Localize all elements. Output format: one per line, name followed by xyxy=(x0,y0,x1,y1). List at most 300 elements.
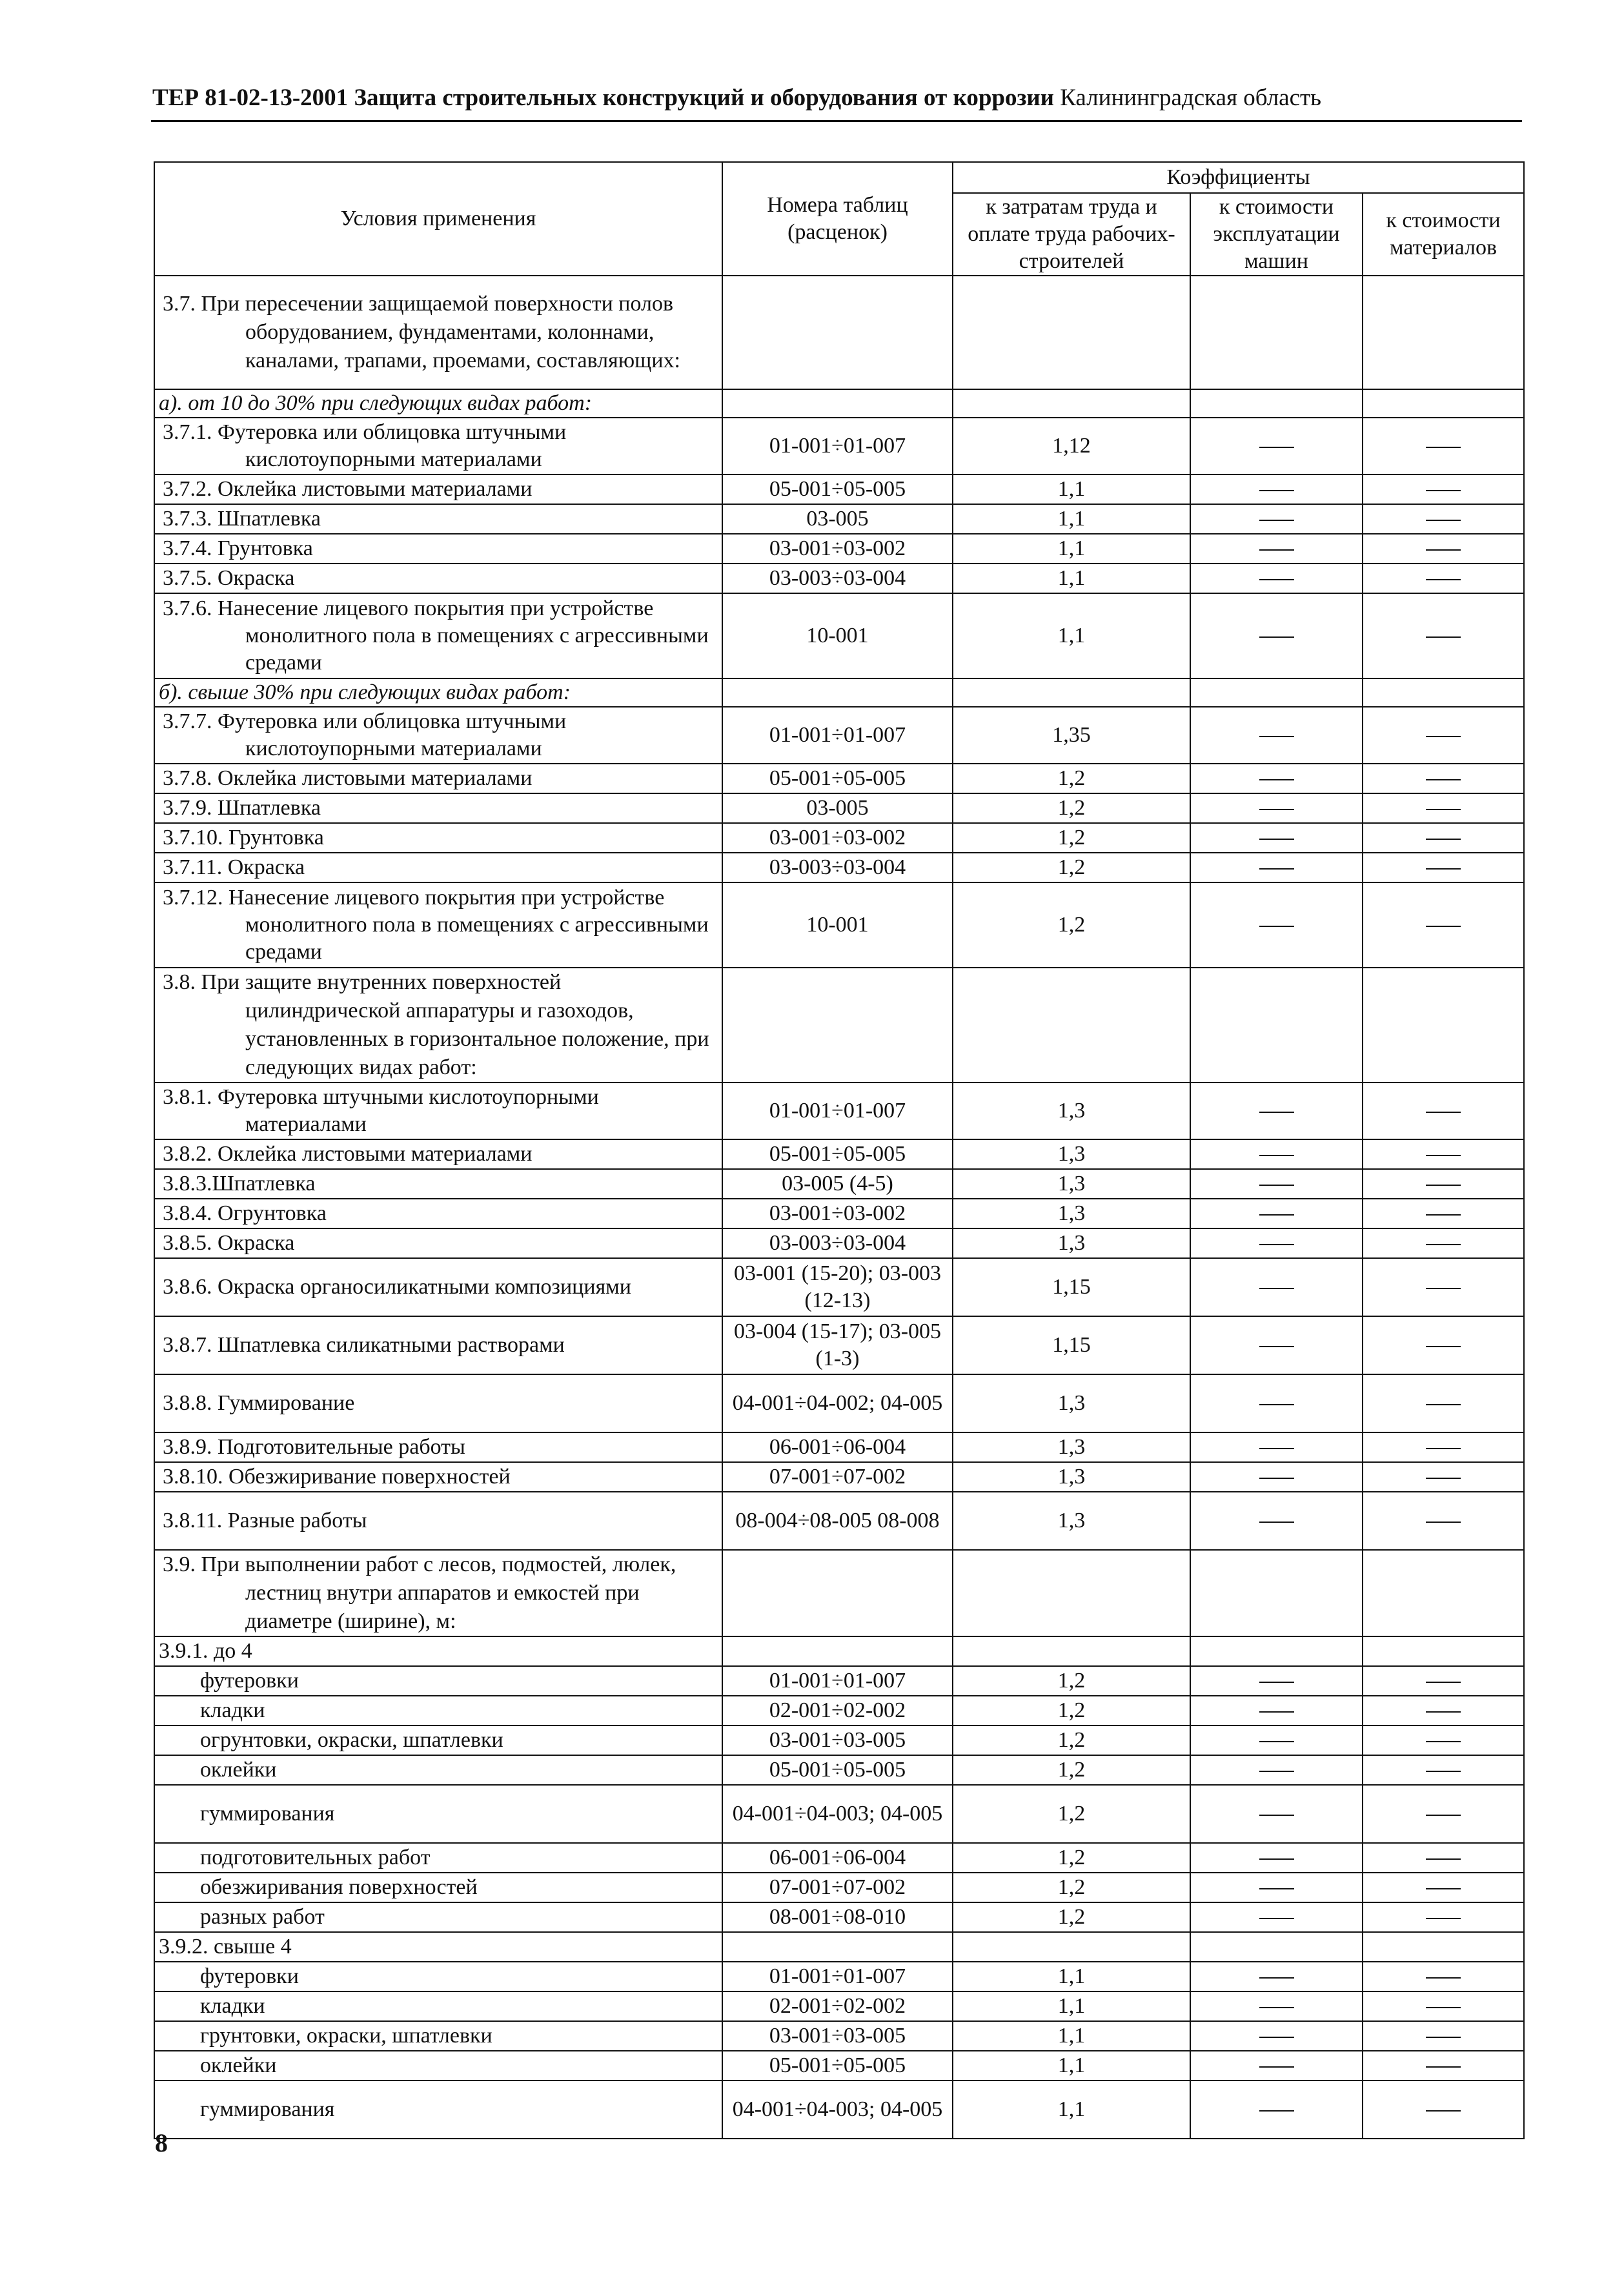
machines-dash-cell xyxy=(1190,1725,1363,1755)
machines-dash-cell xyxy=(1190,2021,1363,2051)
tables-cell: 05-001÷05-005 xyxy=(722,1139,953,1169)
machines-dash-cell xyxy=(1190,1258,1363,1316)
table-row xyxy=(154,707,1524,764)
table-section-row xyxy=(154,1636,1524,1666)
machines-dash-cell xyxy=(1190,1902,1363,1932)
tables-cell: 03-003÷03-004 xyxy=(722,853,953,882)
machines-dash-cell xyxy=(1190,1785,1363,1843)
labor-cell: 1,3 xyxy=(953,1228,1190,1258)
header-title: Защита строительных конструкций и оборудования от коррозии xyxy=(354,85,1054,111)
dash-mark xyxy=(1259,1112,1294,1113)
empty-cell xyxy=(722,1932,953,1962)
condition-cell: оклейки xyxy=(154,2051,722,2081)
condition-cell: кладки xyxy=(154,1991,722,2021)
table-row xyxy=(154,1492,1524,1550)
condition-cell: а). от 10 до 30% при следующих видах работ: xyxy=(154,389,722,418)
machines-dash-cell xyxy=(1190,793,1363,823)
dash-mark xyxy=(1426,447,1461,448)
table-section-row xyxy=(154,968,1524,1083)
labor-cell: 1,2 xyxy=(953,1873,1190,1902)
machines-dash-cell xyxy=(1190,1462,1363,1492)
condition-cell: кладки xyxy=(154,1696,722,1725)
dash-mark xyxy=(1259,579,1294,580)
page-number: 8 xyxy=(155,2128,168,2157)
dash-mark xyxy=(1426,1112,1461,1113)
dash-mark xyxy=(1259,1522,1294,1523)
labor-cell: 1,1 xyxy=(953,2051,1190,2081)
empty-cell xyxy=(953,389,1190,418)
materials-dash-cell xyxy=(1363,1316,1524,1374)
condition-cell: 3.8.5. Окраска xyxy=(154,1228,722,1258)
tables-cell: 02-001÷02-002 xyxy=(722,1991,953,2021)
tables-cell: 03-001÷03-005 xyxy=(722,1725,953,1755)
empty-cell xyxy=(1363,968,1524,1083)
labor-cell: 1,15 xyxy=(953,1258,1190,1316)
tables-cell: 01-001÷01-007 xyxy=(722,1962,953,1991)
machines-dash-cell xyxy=(1190,474,1363,504)
tables-cell: 10-001 xyxy=(722,593,953,678)
materials-dash-cell xyxy=(1363,1696,1524,1725)
condition-cell: 3.8. При защите внутренних поверхностей цилиндрической аппаратуры и газоходов, установленных в горизонтальное положение, при следующих видах работ: xyxy=(154,968,722,1083)
dash-mark xyxy=(1259,926,1294,927)
table-row xyxy=(154,1432,1524,1462)
labor-cell: 1,1 xyxy=(953,534,1190,564)
condition-cell: подготовительных работ xyxy=(154,1843,722,1873)
dash-mark xyxy=(1426,1977,1461,1979)
labor-cell: 1,2 xyxy=(953,1696,1190,1725)
col-tables-header: Номера таблиц (расценок) xyxy=(722,162,953,276)
machines-dash-cell xyxy=(1190,1083,1363,1139)
dash-mark xyxy=(1426,1711,1461,1713)
materials-dash-cell xyxy=(1363,823,1524,853)
tables-cell: 10-001 xyxy=(722,882,953,968)
dash-mark xyxy=(1259,1771,1294,1772)
table-row xyxy=(154,564,1524,593)
materials-dash-cell xyxy=(1363,1902,1524,1932)
materials-dash-cell xyxy=(1363,564,1524,593)
tables-cell: 01-001÷01-007 xyxy=(722,1666,953,1696)
dash-mark xyxy=(1259,1404,1294,1405)
dash-mark xyxy=(1426,779,1461,780)
dash-mark xyxy=(1259,779,1294,780)
dash-mark xyxy=(1259,549,1294,551)
labor-cell: 1,1 xyxy=(953,1962,1190,1991)
machines-dash-cell xyxy=(1190,853,1363,882)
labor-cell: 1,3 xyxy=(953,1462,1190,1492)
condition-cell: 3.8.7. Шпатлевка силикатными растворами xyxy=(154,1316,722,1374)
machines-dash-cell xyxy=(1190,764,1363,793)
dash-mark xyxy=(1426,1888,1461,1889)
condition-cell: 3.8.4. Огрунтовка xyxy=(154,1199,722,1228)
machines-dash-cell xyxy=(1190,882,1363,968)
tables-cell: 03-005 xyxy=(722,504,953,534)
condition-cell: оклейки xyxy=(154,1755,722,1785)
dash-mark xyxy=(1259,447,1294,448)
tables-cell: 05-001÷05-005 xyxy=(722,764,953,793)
dash-mark xyxy=(1259,2007,1294,2008)
dash-mark xyxy=(1259,1244,1294,1245)
condition-cell: 3.9.1. до 4 xyxy=(154,1636,722,1666)
materials-dash-cell xyxy=(1363,764,1524,793)
condition-cell: 3.8.1. Футеровка штучными кислотоупорными материалами xyxy=(154,1083,722,1139)
table-row xyxy=(154,1083,1524,1139)
materials-dash-cell xyxy=(1363,418,1524,474)
dash-mark xyxy=(1426,1214,1461,1216)
materials-dash-cell xyxy=(1363,2021,1524,2051)
table-row xyxy=(154,1873,1524,1902)
machines-dash-cell xyxy=(1190,593,1363,678)
dash-mark xyxy=(1259,2110,1294,2112)
table-row xyxy=(154,1199,1524,1228)
page-header xyxy=(152,84,1521,112)
dash-mark xyxy=(1426,520,1461,521)
empty-cell xyxy=(1363,678,1524,707)
condition-cell: футеровки xyxy=(154,1666,722,1696)
empty-cell xyxy=(722,678,953,707)
tables-cell: 07-001÷07-002 xyxy=(722,1873,953,1902)
condition-cell: 3.7.6. Нанесение лицевого покрытия при устройстве монолитного пола в помещениях с агрессивными средами xyxy=(154,593,722,678)
tables-cell: 03-005 xyxy=(722,793,953,823)
tables-cell: 03-001÷03-002 xyxy=(722,1199,953,1228)
empty-cell xyxy=(953,968,1190,1083)
tables-cell: 03-001÷03-005 xyxy=(722,2021,953,2051)
machines-dash-cell xyxy=(1190,564,1363,593)
table-row xyxy=(154,1843,1524,1873)
empty-cell xyxy=(1190,678,1363,707)
condition-cell: 3.9. При выполнении работ с лесов, подмостей, люлек, лестниц внутри аппаратов и емкостей при диаметре (ширине), м: xyxy=(154,1550,722,1636)
condition-cell: разных работ xyxy=(154,1902,722,1932)
col-materials-header: к стоимости материалов xyxy=(1363,193,1524,276)
dash-mark xyxy=(1426,2007,1461,2008)
tables-cell: 05-001÷05-005 xyxy=(722,1755,953,1785)
labor-cell: 1,2 xyxy=(953,853,1190,882)
table-row xyxy=(154,1696,1524,1725)
materials-dash-cell xyxy=(1363,1492,1524,1550)
dash-mark xyxy=(1426,809,1461,810)
empty-cell xyxy=(953,1636,1190,1666)
empty-cell xyxy=(1190,1932,1363,1962)
tables-cell: 07-001÷07-002 xyxy=(722,1462,953,1492)
labor-cell: 1,1 xyxy=(953,564,1190,593)
labor-cell: 1,1 xyxy=(953,593,1190,678)
condition-cell: 3.7.1. Футеровка или облицовка штучными кислотоупорными материалами xyxy=(154,418,722,474)
materials-dash-cell xyxy=(1363,1843,1524,1873)
dash-mark xyxy=(1259,1478,1294,1479)
table-row xyxy=(154,1169,1524,1199)
materials-dash-cell xyxy=(1363,853,1524,882)
condition-cell: 3.7.4. Грунтовка xyxy=(154,534,722,564)
table-row xyxy=(154,1316,1524,1374)
condition-cell: б). свыше 30% при следующих видах работ: xyxy=(154,678,722,707)
machines-dash-cell xyxy=(1190,2051,1363,2081)
dash-mark xyxy=(1259,1185,1294,1186)
condition-cell: 3.8.2. Оклейка листовыми материалами xyxy=(154,1139,722,1169)
dash-mark xyxy=(1259,1346,1294,1347)
dash-mark xyxy=(1426,1815,1461,1816)
table-body xyxy=(154,276,1524,2139)
col-labor-header: к затратам труда и оплате труда рабочих-строителей xyxy=(953,193,1190,276)
dash-mark xyxy=(1259,809,1294,810)
empty-cell xyxy=(953,276,1190,389)
table-row xyxy=(154,2081,1524,2139)
dash-mark xyxy=(1426,736,1461,737)
labor-cell: 1,3 xyxy=(953,1139,1190,1169)
table-row xyxy=(154,1755,1524,1785)
tables-cell: 01-001÷01-007 xyxy=(722,1083,953,1139)
materials-dash-cell xyxy=(1363,474,1524,504)
labor-cell: 1,1 xyxy=(953,504,1190,534)
empty-cell xyxy=(722,389,953,418)
dash-mark xyxy=(1259,520,1294,521)
table-row xyxy=(154,823,1524,853)
materials-dash-cell xyxy=(1363,593,1524,678)
machines-dash-cell xyxy=(1190,1873,1363,1902)
machines-dash-cell xyxy=(1190,1492,1363,1550)
table-row xyxy=(154,1666,1524,1696)
header-region: Калининградская область xyxy=(1060,85,1322,111)
dash-mark xyxy=(1426,1244,1461,1245)
tables-cell: 04-001÷04-003; 04-005 xyxy=(722,1785,953,1843)
condition-cell: 3.7.7. Футеровка или облицовка штучными кислотоупорными материалами xyxy=(154,707,722,764)
machines-dash-cell xyxy=(1190,1962,1363,1991)
machines-dash-cell xyxy=(1190,1991,1363,2021)
materials-dash-cell xyxy=(1363,1755,1524,1785)
dash-mark xyxy=(1426,2066,1461,2068)
dash-mark xyxy=(1259,1977,1294,1979)
machines-dash-cell xyxy=(1190,504,1363,534)
dash-mark xyxy=(1259,1741,1294,1742)
tables-cell: 05-001÷05-005 xyxy=(722,2051,953,2081)
machines-dash-cell xyxy=(1190,418,1363,474)
table-row xyxy=(154,882,1524,968)
table-row xyxy=(154,764,1524,793)
dash-mark xyxy=(1426,2110,1461,2112)
dash-mark xyxy=(1259,1288,1294,1289)
dash-mark xyxy=(1426,1918,1461,1919)
coefficients-table xyxy=(154,161,1525,2139)
materials-dash-cell xyxy=(1363,1228,1524,1258)
col-coeffs-header: Коэффициенты xyxy=(953,162,1524,193)
dash-mark xyxy=(1426,1522,1461,1523)
labor-cell: 1,35 xyxy=(953,707,1190,764)
table-row xyxy=(154,1139,1524,1169)
materials-dash-cell xyxy=(1363,1666,1524,1696)
labor-cell: 1,1 xyxy=(953,2081,1190,2139)
condition-cell: 3.7.9. Шпатлевка xyxy=(154,793,722,823)
empty-cell xyxy=(953,1550,1190,1636)
dash-mark xyxy=(1259,1155,1294,1156)
condition-cell: 3.7.10. Грунтовка xyxy=(154,823,722,853)
dash-mark xyxy=(1259,868,1294,870)
materials-dash-cell xyxy=(1363,1873,1524,1902)
table-row xyxy=(154,1902,1524,1932)
machines-dash-cell xyxy=(1190,1228,1363,1258)
table-row xyxy=(154,1374,1524,1432)
tables-cell: 03-001÷03-002 xyxy=(722,823,953,853)
dash-mark xyxy=(1259,1448,1294,1449)
materials-dash-cell xyxy=(1363,882,1524,968)
materials-dash-cell xyxy=(1363,707,1524,764)
materials-dash-cell xyxy=(1363,1725,1524,1755)
condition-cell: 3.7.12. Нанесение лицевого покрытия при устройстве монолитного пола в помещениях с агрессивными средами xyxy=(154,882,722,968)
condition-cell: 3.7.5. Окраска xyxy=(154,564,722,593)
materials-dash-cell xyxy=(1363,1258,1524,1316)
tables-cell: 04-001÷04-003; 04-005 xyxy=(722,2081,953,2139)
table-section-row xyxy=(154,1550,1524,1636)
materials-dash-cell xyxy=(1363,1199,1524,1228)
materials-dash-cell xyxy=(1363,793,1524,823)
materials-dash-cell xyxy=(1363,534,1524,564)
table-row xyxy=(154,504,1524,534)
table-row xyxy=(154,1962,1524,1991)
labor-cell: 1,2 xyxy=(953,1666,1190,1696)
dash-mark xyxy=(1426,1478,1461,1479)
labor-cell: 1,3 xyxy=(953,1083,1190,1139)
condition-cell: 3.7.11. Окраска xyxy=(154,853,722,882)
materials-dash-cell xyxy=(1363,1139,1524,1169)
labor-cell: 1,3 xyxy=(953,1432,1190,1462)
condition-cell: огрунтовки, окраски, шпатлевки xyxy=(154,1725,722,1755)
empty-cell xyxy=(1190,1550,1363,1636)
empty-cell xyxy=(1363,276,1524,389)
dash-mark xyxy=(1426,868,1461,870)
condition-cell: 3.9.2. свыше 4 xyxy=(154,1932,722,1962)
tables-cell: 03-001 (15-20); 03-003 (12-13) xyxy=(722,1258,953,1316)
tables-cell: 06-001÷06-004 xyxy=(722,1432,953,1462)
condition-cell: 3.8.9. Подготовительные работы xyxy=(154,1432,722,1462)
machines-dash-cell xyxy=(1190,1755,1363,1785)
materials-dash-cell xyxy=(1363,1432,1524,1462)
dash-mark xyxy=(1426,1741,1461,1742)
dash-mark xyxy=(1259,1918,1294,1919)
table-section-row xyxy=(154,389,1524,418)
labor-cell: 1,1 xyxy=(953,2021,1190,2051)
dash-mark xyxy=(1259,2037,1294,2038)
empty-cell xyxy=(1190,1636,1363,1666)
dash-mark xyxy=(1426,1404,1461,1405)
machines-dash-cell xyxy=(1190,1696,1363,1725)
condition-cell: 3.8.8. Гуммирование xyxy=(154,1374,722,1432)
labor-cell: 1,1 xyxy=(953,474,1190,504)
empty-cell xyxy=(953,1932,1190,1962)
materials-dash-cell xyxy=(1363,1462,1524,1492)
condition-cell: 3.7. При пересечении защищаемой поверхности полов оборудованием, фундаментами, колоннами, каналами, трапами, проемами, составляющих: xyxy=(154,276,722,389)
table-row xyxy=(154,474,1524,504)
table-row xyxy=(154,1462,1524,1492)
machines-dash-cell xyxy=(1190,1139,1363,1169)
table-row xyxy=(154,2021,1524,2051)
table-row xyxy=(154,593,1524,678)
labor-cell: 1,2 xyxy=(953,1785,1190,1843)
tables-cell: 01-001÷01-007 xyxy=(722,707,953,764)
empty-cell xyxy=(953,678,1190,707)
labor-cell: 1,2 xyxy=(953,1902,1190,1932)
condition-cell: гуммирования xyxy=(154,1785,722,1843)
dash-mark xyxy=(1259,1888,1294,1889)
empty-cell xyxy=(1363,1636,1524,1666)
dash-mark xyxy=(1426,579,1461,580)
condition-cell: футеровки xyxy=(154,1962,722,1991)
dash-mark xyxy=(1259,490,1294,491)
empty-cell xyxy=(722,276,953,389)
table-row xyxy=(154,1991,1524,2021)
machines-dash-cell xyxy=(1190,1374,1363,1432)
dash-mark xyxy=(1426,490,1461,491)
table-row xyxy=(154,1785,1524,1843)
dash-mark xyxy=(1426,1155,1461,1156)
dash-mark xyxy=(1259,1815,1294,1816)
tables-cell: 05-001÷05-005 xyxy=(722,474,953,504)
labor-cell: 1,3 xyxy=(953,1169,1190,1199)
materials-dash-cell xyxy=(1363,1374,1524,1432)
empty-cell xyxy=(1363,389,1524,418)
table-section-row xyxy=(154,276,1524,389)
materials-dash-cell xyxy=(1363,2051,1524,2081)
materials-dash-cell xyxy=(1363,504,1524,534)
empty-cell xyxy=(1190,276,1363,389)
machines-dash-cell xyxy=(1190,1169,1363,1199)
labor-cell: 1,2 xyxy=(953,764,1190,793)
dash-mark xyxy=(1259,1858,1294,1860)
dash-mark xyxy=(1259,2066,1294,2068)
tables-cell: 06-001÷06-004 xyxy=(722,1843,953,1873)
labor-cell: 1,2 xyxy=(953,1843,1190,1873)
dash-mark xyxy=(1426,1858,1461,1860)
empty-cell xyxy=(1190,389,1363,418)
tables-cell: 08-001÷08-010 xyxy=(722,1902,953,1932)
dash-mark xyxy=(1426,1185,1461,1186)
materials-dash-cell xyxy=(1363,1785,1524,1843)
machines-dash-cell xyxy=(1190,534,1363,564)
materials-dash-cell xyxy=(1363,1169,1524,1199)
table-row xyxy=(154,418,1524,474)
tables-cell: 03-003÷03-004 xyxy=(722,1228,953,1258)
dash-mark xyxy=(1426,2037,1461,2038)
table-row xyxy=(154,853,1524,882)
labor-cell: 1,3 xyxy=(953,1492,1190,1550)
dash-mark xyxy=(1259,736,1294,737)
dash-mark xyxy=(1426,839,1461,840)
empty-cell xyxy=(722,1636,953,1666)
materials-dash-cell xyxy=(1363,1083,1524,1139)
machines-dash-cell xyxy=(1190,1199,1363,1228)
materials-dash-cell xyxy=(1363,1991,1524,2021)
empty-cell xyxy=(1363,1932,1524,1962)
labor-cell: 1,1 xyxy=(953,1991,1190,2021)
tables-cell: 04-001÷04-002; 04-005 xyxy=(722,1374,953,1432)
dash-mark xyxy=(1259,839,1294,840)
machines-dash-cell xyxy=(1190,1432,1363,1462)
labor-cell: 1,2 xyxy=(953,793,1190,823)
machines-dash-cell xyxy=(1190,2081,1363,2139)
col-machines-header: к стоимости эксплуатации машин xyxy=(1190,193,1363,276)
condition-cell: обезжиривания поверхностей xyxy=(154,1873,722,1902)
labor-cell: 1,3 xyxy=(953,1374,1190,1432)
condition-cell: 3.8.10. Обезжиривание поверхностей xyxy=(154,1462,722,1492)
dash-mark xyxy=(1259,1214,1294,1216)
dash-mark xyxy=(1426,1448,1461,1449)
table-section-row xyxy=(154,678,1524,707)
table-section-row xyxy=(154,1932,1524,1962)
labor-cell: 1,2 xyxy=(953,1725,1190,1755)
empty-cell xyxy=(1363,1550,1524,1636)
machines-dash-cell xyxy=(1190,1843,1363,1873)
dash-mark xyxy=(1426,926,1461,927)
dash-mark xyxy=(1259,1711,1294,1713)
dash-mark xyxy=(1426,1682,1461,1683)
condition-cell: 3.8.11. Разные работы xyxy=(154,1492,722,1550)
empty-cell xyxy=(722,1550,953,1636)
